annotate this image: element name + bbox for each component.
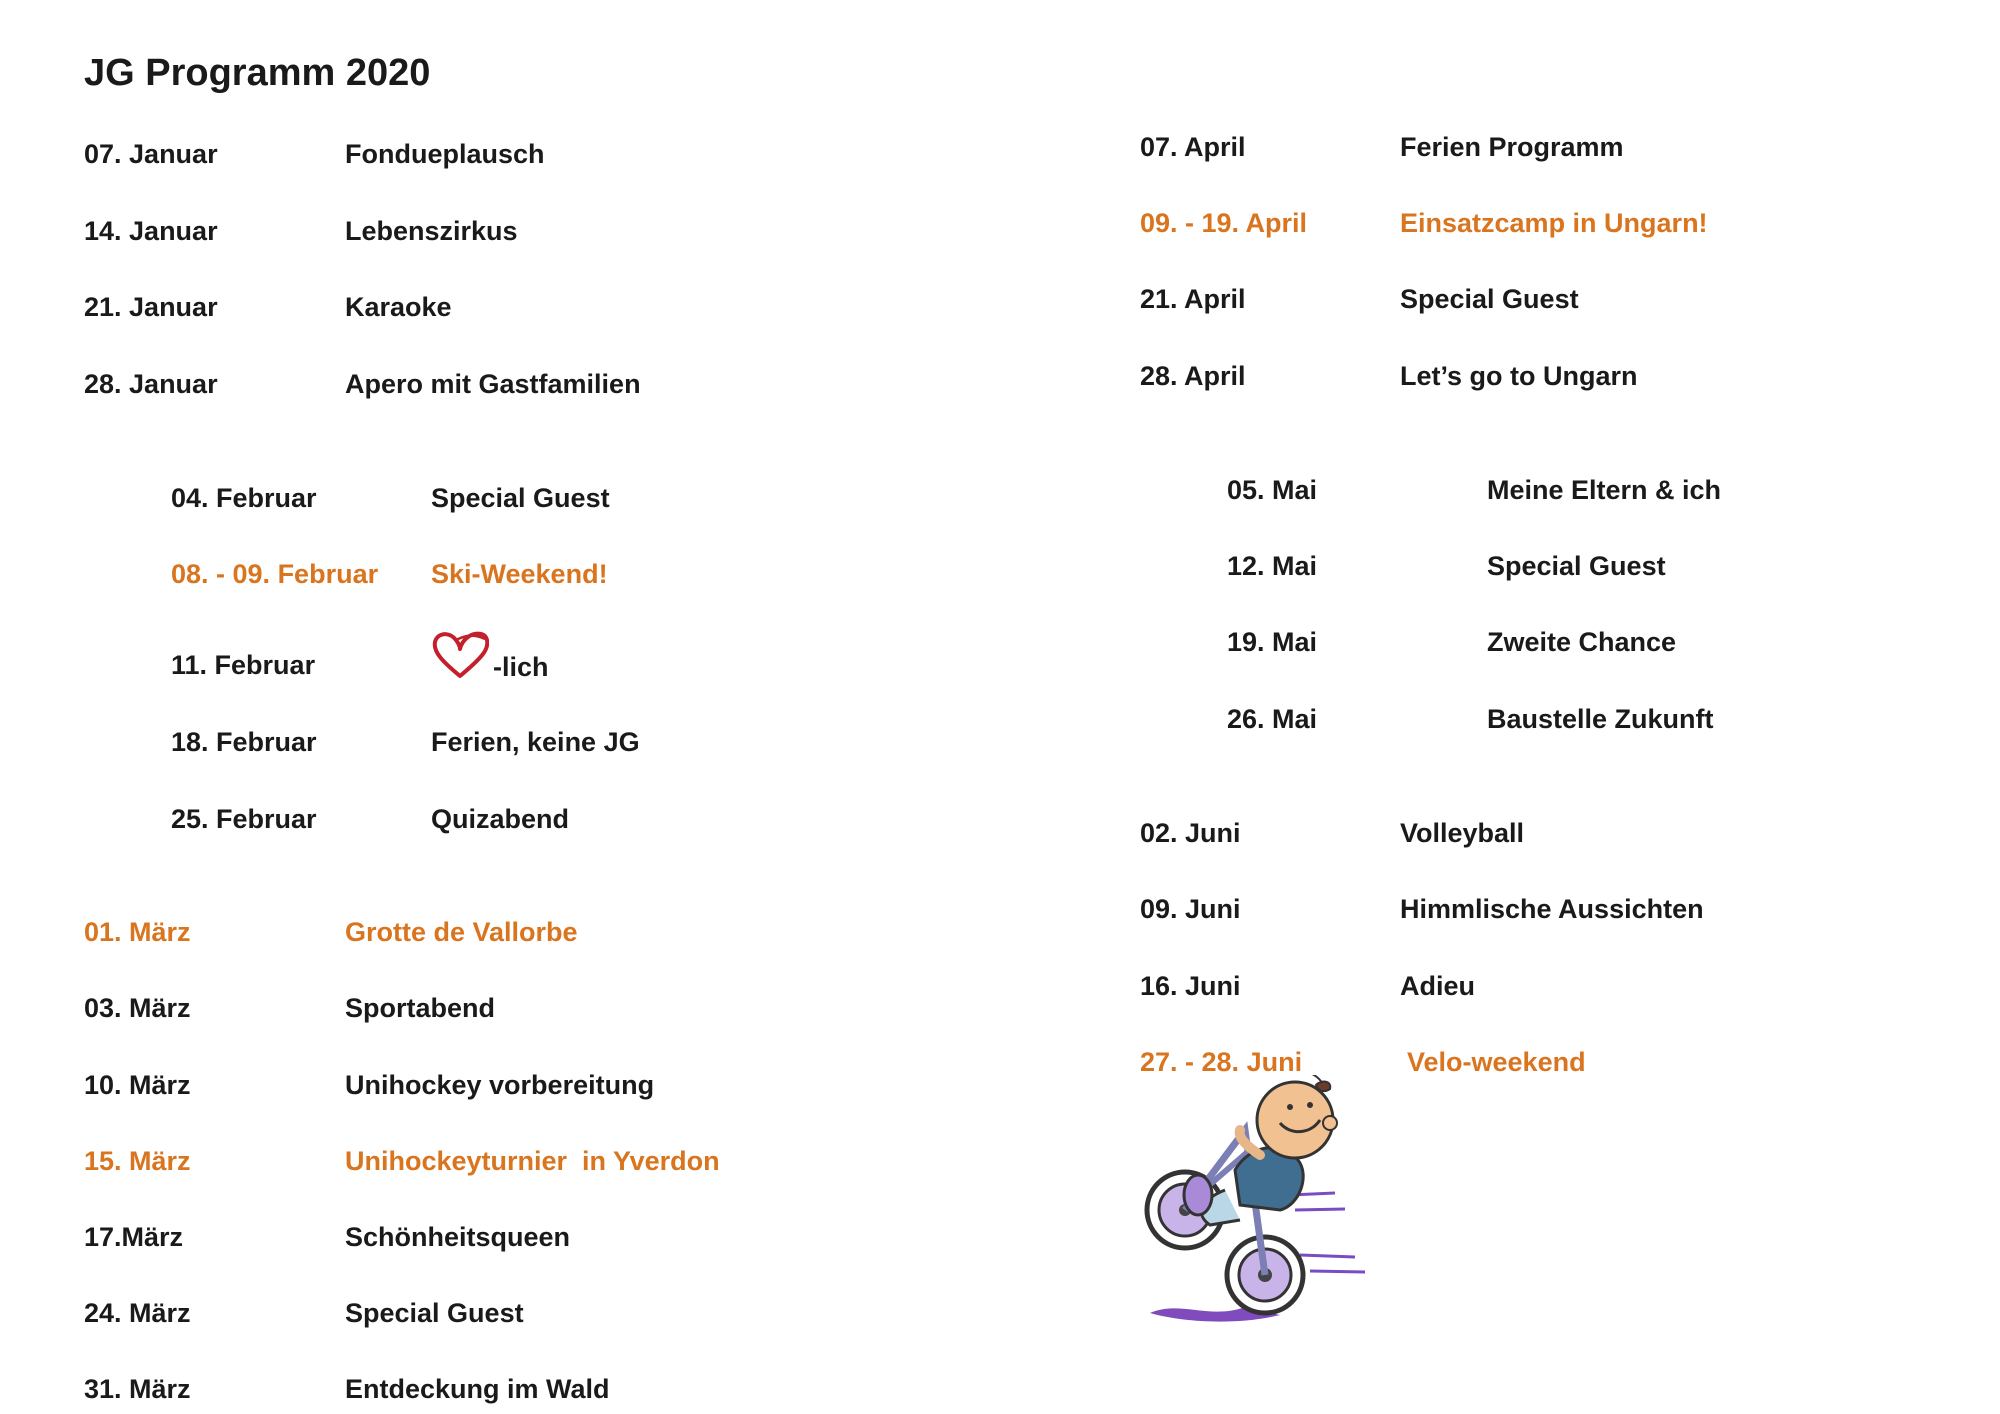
entry-date: 07. Januar <box>84 139 218 169</box>
entry-date: 27. - 28. Juni <box>1140 1047 1303 1077</box>
entry-event: Einsatzcamp in Ungarn! <box>1400 208 1708 238</box>
entry-event: Ferien, keine JG <box>431 727 640 757</box>
entry-date: 10. März <box>84 1070 191 1100</box>
entry-date: 16. Juni <box>1140 971 1241 1001</box>
entry-event: Special Guest <box>431 483 610 513</box>
entry-date: 28. April <box>1140 361 1246 391</box>
entry-event: Special Guest <box>345 1298 524 1328</box>
entry-event-heart <box>431 630 549 683</box>
entry-event: Velo-weekend <box>1407 1047 1586 1077</box>
entry-event: Zweite Chance <box>1487 627 1677 657</box>
entry-event: Volleyball <box>1400 818 1525 848</box>
entry-event: Fondueplausch <box>345 139 545 169</box>
heart-icon <box>431 630 489 680</box>
page-title: JG Programm 2020 <box>84 52 431 94</box>
entry-date: 09. - 19. April <box>1140 208 1308 238</box>
entry-date: 11. Februar <box>171 650 316 680</box>
cyclist-illustration <box>1140 1075 1375 1332</box>
entry-date: 02. Juni <box>1140 818 1241 848</box>
entry-date: 12. Mai <box>1227 551 1318 581</box>
entry-event: Karaoke <box>345 292 452 322</box>
entry-event: Grotte de Vallorbe <box>345 917 578 947</box>
entry-event: -lich <box>493 652 549 683</box>
entry-date: 21. Januar <box>84 292 218 322</box>
entry-event: Ski-Weekend! <box>431 559 608 589</box>
entry-date: 07. April <box>1140 132 1246 162</box>
entry-event: Unihockey vorbereitung <box>345 1070 655 1100</box>
entry-event: Ferien Programm <box>1400 132 1624 162</box>
entry-event: Let’s go to Ungarn <box>1400 361 1638 391</box>
entry-event: Special Guest <box>1400 284 1579 314</box>
entry-date: 21. April <box>1140 284 1246 314</box>
entry-date: 19. Mai <box>1227 627 1318 657</box>
entry-event: Schönheitsqueen <box>345 1222 571 1252</box>
entry-date: 15. März <box>84 1146 191 1176</box>
entry-event: Meine Eltern & ich <box>1487 475 1722 505</box>
entry-date: 18. Februar <box>171 727 317 757</box>
entry-date: 09. Juni <box>1140 894 1241 924</box>
entry-date: 26. Mai <box>1227 704 1318 734</box>
entry-event: Adieu <box>1400 971 1476 1001</box>
entry-event: Quizabend <box>431 804 570 834</box>
entry-event: Sportabend <box>345 993 496 1023</box>
entry-event: Baustelle Zukunft <box>1487 704 1714 734</box>
entry-event: Apero mit Gastfamilien <box>345 369 641 399</box>
entry-date: 05. Mai <box>1227 475 1318 505</box>
entry-date: 08. - 09. Februar <box>171 559 379 589</box>
entry-date: 01. März <box>84 917 191 947</box>
entry-date: 25. Februar <box>171 804 317 834</box>
entry-event: Special Guest <box>1487 551 1666 581</box>
entry-date: 28. Januar <box>84 369 218 399</box>
entry-date: 03. März <box>84 993 191 1023</box>
entry-event: Himmlische Aussichten <box>1400 894 1704 924</box>
entry-date: 04. Februar <box>171 483 317 513</box>
entry-date: 14. Januar <box>84 216 218 246</box>
entry-date: 17.März <box>84 1222 184 1252</box>
entry-event: Entdeckung im Wald <box>345 1374 610 1404</box>
entry-event: Unihockeyturnier in Yverdon <box>345 1146 720 1176</box>
entry-event: Lebenszirkus <box>345 216 518 246</box>
entry-date: 31. März <box>84 1374 191 1404</box>
entry-date: 24. März <box>84 1298 191 1328</box>
